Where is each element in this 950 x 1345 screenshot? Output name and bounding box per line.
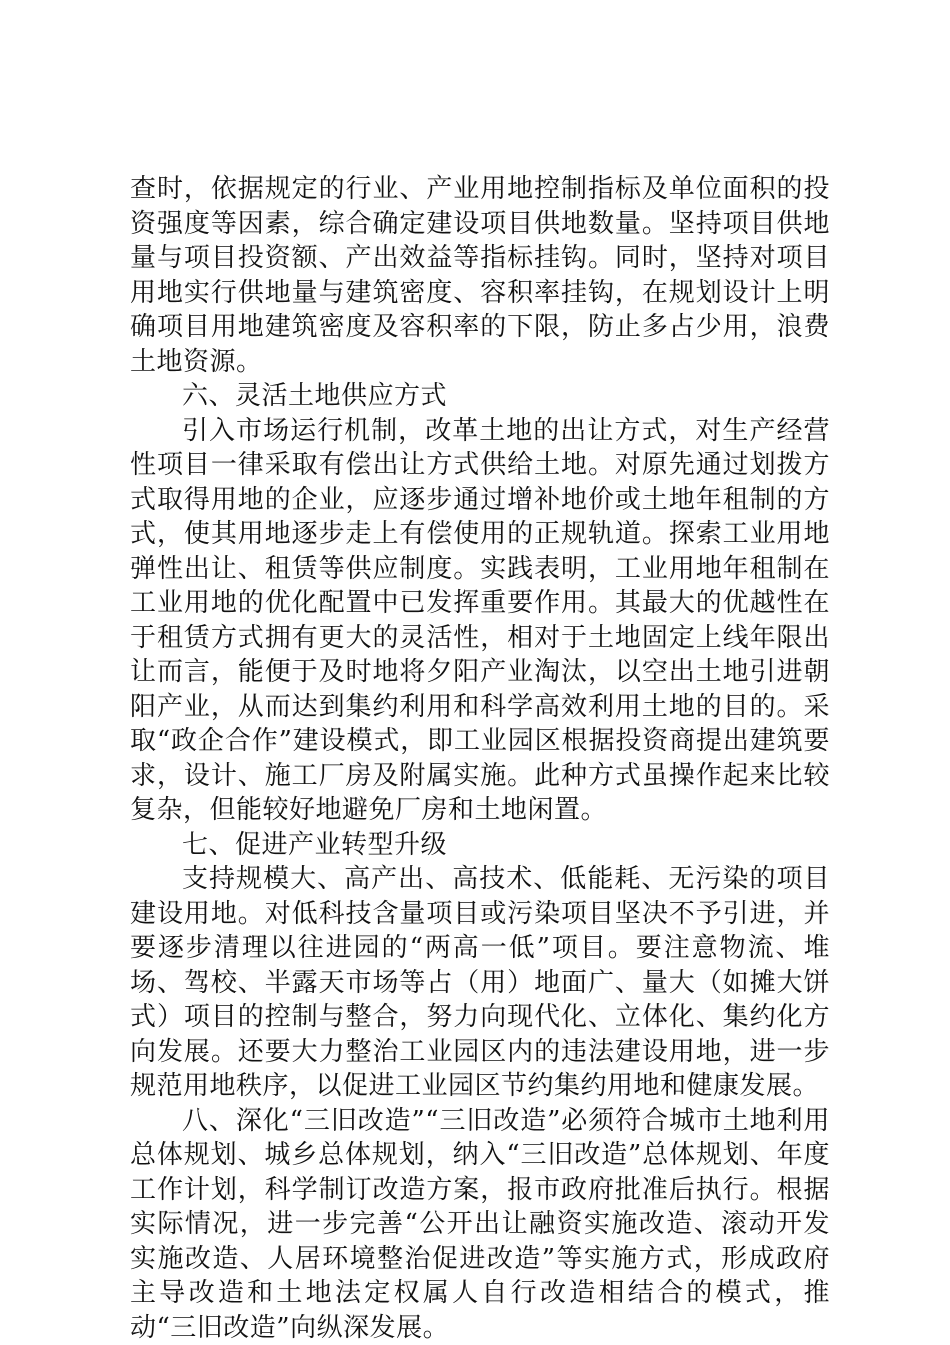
- paragraph-market-mechanism: 引入市场运行机制，改革土地的出让方式，对生产经营性项目一律采取有偿出让方式供给土地。对原先通过划拨方式取得用地的企业，应逐步通过增补地价或土地年租制的方式，使其用地逐步走上有偿使用的正规轨道。探索工业用地弹性出让、租赁等供应制度。实践表明，工业用地年租制在工业用地的优化配置中已发挥重要作用。其最大的优越性在于租赁方式拥有更大的灵活性，相对于土地固定上线年限出让而言，能便于及时地将夕阳产业淘汰，以空出土地引进朝阳产业，从而达到集约利用和科学高效利用土地的目的。采取“政企合作”建设模式，即工业园区根据投资商提出建筑要求，设计、施工厂房及附属实施。此种方式虽操作起来比较复杂，但能较好地避免厂房和土地闲置。: [130, 414, 830, 828]
- paragraph-support-projects: 支持规模大、高产出、高技术、低能耗、无污染的项目建设用地。对低科技含量项目或污染项目坚决不予引进，并要逐步清理以往进园的“两高一低”项目。要注意物流、堆场、驾校、半露天市场等占（用）地面广、量大（如摊大饼式）项目的控制与整合，努力向现代化、立体化、集约化方向发展。还要大力整治工业园区内的违法建设用地，进一步规范用地秩序，以促进工业园区节约集约用地和健康发展。: [130, 862, 830, 1104]
- heading-industry-upgrade: 七、促进产业转型升级: [130, 828, 830, 863]
- heading-flexible-land-supply: 六、灵活土地供应方式: [130, 379, 830, 414]
- paragraph-land-supply-control: 查时，依据规定的行业、产业用地控制指标及单位面积的投资强度等因素，综合确定建设项目供地数量。坚持项目供地量与项目投资额、产出效益等指标挂钩。同时，坚持对项目用地实行供地量与建筑密度、容积率挂钩，在规划设计上明确项目用地建筑密度及容积率的下限，防止多占少用，浪费土地资源。: [130, 172, 830, 379]
- document-page: [130, 172, 830, 1345]
- paragraph-three-old-renovation: 八、深化“三旧改造”“三旧改造”必须符合城市土地利用总体规划、城乡总体规划，纳入“三旧改造”总体规划、年度工作计划，科学制订改造方案，报市政府批准后执行。根据实际情况，进一步完善“公开出让融资实施改造、滚动开发实施改造、人居环境整治促进改造”等实施方式，形成政府主导改造和土地法定权属人自行改造相结合的模式，推动“三旧改造”向纵深发展。: [130, 1104, 830, 1345]
